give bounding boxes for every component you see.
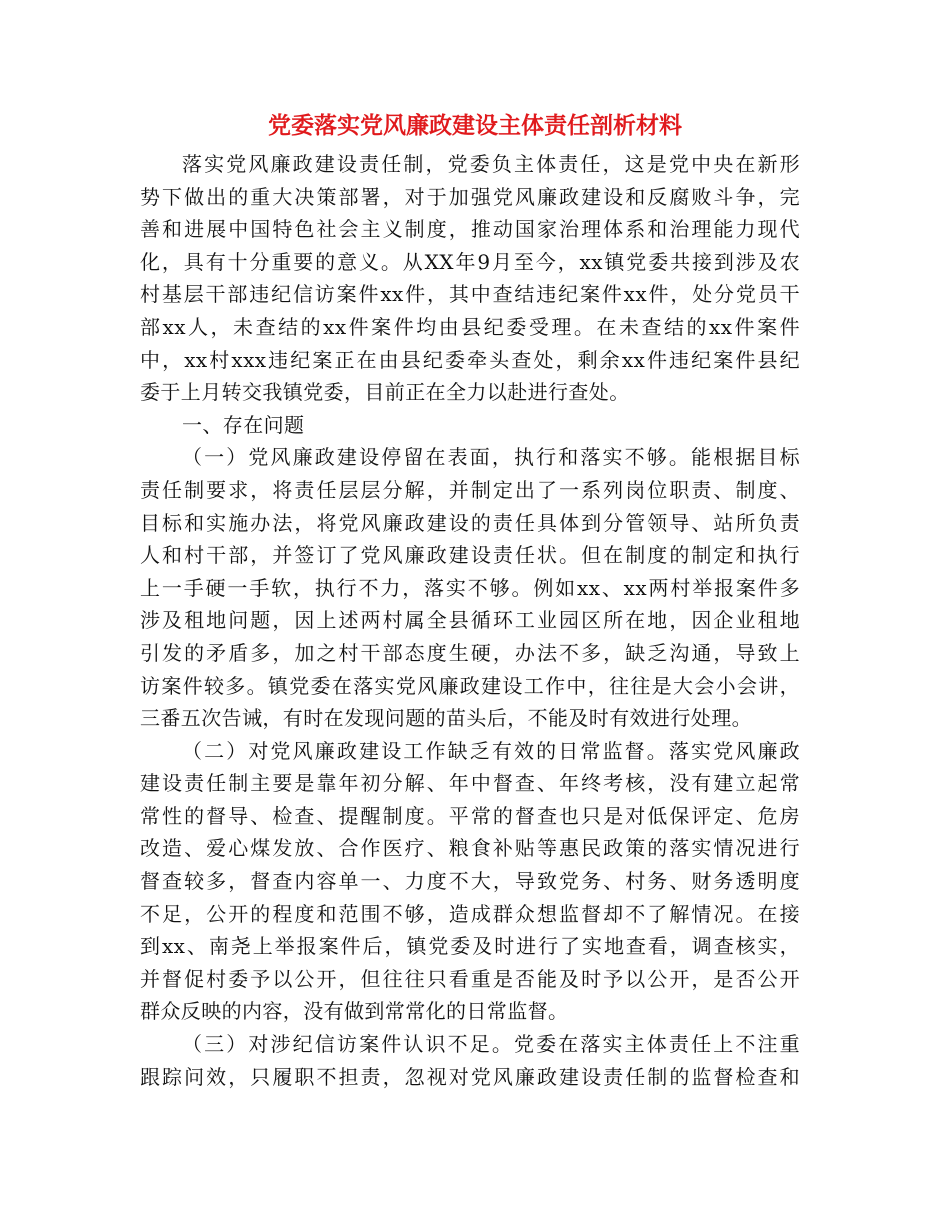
document-title: 党委落实党风廉政建设主体责任剖析材料 bbox=[268, 113, 682, 139]
text-line: 改造、爱心煤发放、合作医疗、粮食补贴等惠民政策的落实情况进行 bbox=[140, 836, 800, 861]
text-line: 委于上月转交我镇党委，目前正在全力以赴进行查处。 bbox=[140, 380, 630, 405]
text-line: 跟踪问效，只履职不担责，忽视对党风廉政建设责任制的监督检查和 bbox=[140, 1064, 800, 1089]
text-line: 并督促村委予以公开，但往往只看重是否能及时予以公开，是否公开 bbox=[140, 966, 800, 991]
text-line: 化，具有十分重要的意义。从XX年9月至今，xx镇党委共接到涉及农 bbox=[140, 249, 800, 274]
text-line: 一、存在问题 bbox=[182, 412, 305, 437]
text-line: 常性的督导、检查、提醒制度。平常的督查也只是对低保评定、危房 bbox=[140, 803, 800, 828]
text-line: （三）对涉纪信访案件认识不足。党委在落实主体责任上不注重 bbox=[182, 1032, 800, 1057]
document-body bbox=[140, 148, 800, 1093]
text-line: 落实党风廉政建设责任制，党委负主体责任，这是党中央在新形 bbox=[182, 152, 800, 176]
text-line: 中，xx村xxx违纪案正在由县纪委牵头查处，剩余xx件违纪案件县纪 bbox=[140, 347, 800, 372]
text-line: 三番五次告诫，有时在发现问题的苗头后，不能及时有效进行处理。 bbox=[140, 706, 752, 731]
text-line: 涉及租地问题，因上述两村属全县循环工业园区所在地，因企业租地 bbox=[140, 608, 800, 633]
text-line: 督查较多，督查内容单一、力度不大，导致党务、村务、财务透明度 bbox=[140, 869, 800, 894]
text-line: （二）对党风廉政建设工作缺乏有效的日常监督。落实党风廉政 bbox=[182, 738, 800, 763]
text-line: 引发的矛盾多，加之村干部态度生硬，办法不多，缺乏沟通，导致上 bbox=[140, 640, 800, 665]
text-line: 访案件较多。镇党委在落实党风廉政建设工作中，往往是大会小会讲， bbox=[140, 673, 800, 698]
text-line: 建设责任制主要是靠年初分解、年中督查、年终考核，没有建立起常 bbox=[140, 771, 800, 796]
text-line: 势下做出的重大决策部署，对于加强党风廉政建设和反腐败斗争，完 bbox=[140, 184, 800, 209]
text-line: 群众反映的内容，没有做到常常化的日常监督。 bbox=[140, 999, 569, 1024]
text-line: 到xx、南尧上举报案件后，镇党委及时进行了实地查看，调查核实， bbox=[140, 934, 800, 959]
text-line: 善和进展中国特色社会主义制度，推动国家治理体系和治理能力现代 bbox=[140, 217, 800, 242]
text-line: 人和村干部，并签订了党风廉政建设责任状。但在制度的制定和执行 bbox=[140, 543, 800, 568]
text-line: 部xx人，未查结的xx件案件均由县纪委受理。在未查结的xx件案件 bbox=[140, 314, 800, 339]
text-line: （一）党风廉政建设停留在表面，执行和落实不够。能根据目标 bbox=[182, 445, 800, 470]
text-line: 村基层干部违纪信访案件xx件，其中查结违纪案件xx件，处分党员干 bbox=[140, 282, 800, 307]
text-line: 目标和实施办法，将党风廉政建设的责任具体到分管领导、站所负责 bbox=[140, 510, 800, 535]
text-line: 不足，公开的程度和范围不够，造成群众想监督却不了解情况。在接 bbox=[140, 901, 800, 926]
text-line: 上一手硬一手软，执行不力，落实不够。例如xx、xx两村举报案件多 bbox=[140, 575, 800, 600]
text-line: 责任制要求，将责任层层分解，并制定出了一系列岗位职责、制度、 bbox=[140, 477, 800, 502]
